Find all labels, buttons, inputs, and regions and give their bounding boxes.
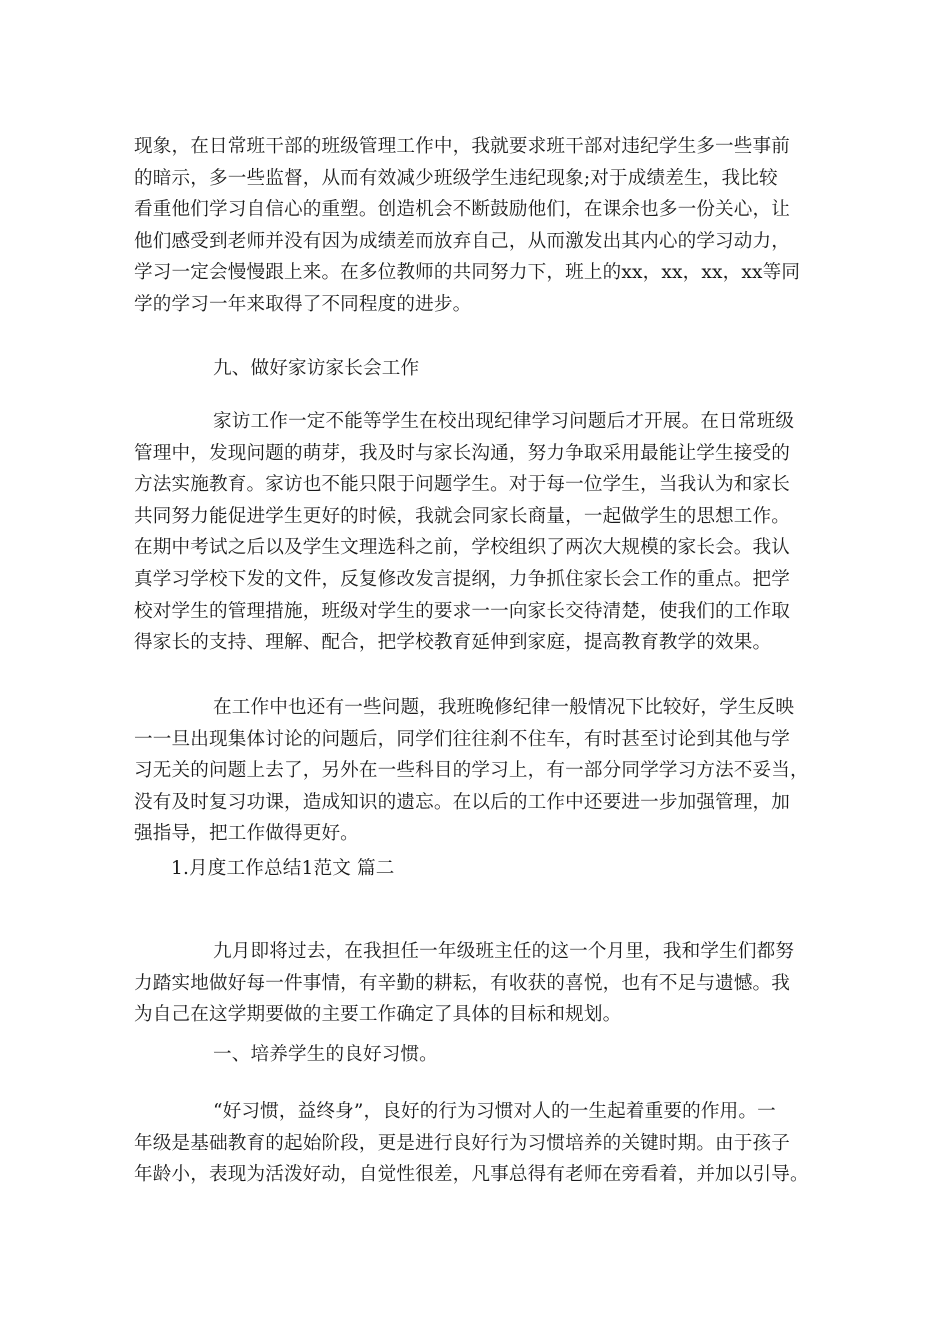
text-line: 为自己在这学期要做的主要工作确定了具体的目标和规划。 bbox=[134, 1004, 622, 1026]
heading-good-habits bbox=[134, 1039, 824, 1071]
text-line: 没有及时复习功课，造成知识的遗忘。在以后的工作中还要进一步加强管理，加 bbox=[134, 791, 791, 813]
section-heading: 一、培养学生的良好习惯。 bbox=[213, 1044, 438, 1065]
paragraph-september-intro bbox=[134, 936, 824, 1031]
text-line: 他们感受到老师并没有因为成绩差而放弃自己，从而激发出其内心的学习动力， bbox=[134, 230, 791, 252]
text-line: 年龄小，表现为活泼好动，自觉性很差，凡事总得有老师在旁看着，并加以引导。 bbox=[134, 1164, 809, 1186]
text-line: 一一旦出现集体讨论的问题后，同学们往往刹不住车，有时甚至讨论到其他与学 bbox=[134, 728, 791, 750]
text-line: 在工作中也还有一些问题，我班晚修纪律一般情况下比较好，学生反映 bbox=[213, 697, 795, 718]
text-line: 得家长的支持、理解、配合，把学校教育延伸到家庭，提高教育教学的效果。 bbox=[134, 632, 772, 654]
text-line: 管理中，发现问题的萌芽，我及时与家长沟通，努力争取采用最能让学生接受的 bbox=[134, 442, 791, 464]
paragraph-remaining-problems bbox=[134, 692, 824, 850]
paragraph-home-visits bbox=[134, 406, 824, 659]
text-line: 强指导，把工作做得更好。 bbox=[134, 823, 359, 845]
text-line: 现象，在日常班干部的班级管理工作中，我就要求班干部对违纪学生多一些事前 bbox=[134, 136, 791, 157]
text-line: 九月即将过去，在我担任一年级班主任的这一个月里，我和学生们都努 bbox=[213, 941, 795, 962]
text-line: 家访工作一定不能等学生在校出现纪律学习问题后才开展。在日常班级 bbox=[213, 411, 795, 432]
text-line: 学习一定会慢慢跟上来。在多位教师的共同努力下，班上的xx，xx，xx，xx等同 bbox=[134, 262, 801, 284]
text-line: 校对学生的管理措施，班级对学生的要求一一向家长交待清楚，使我们的工作取 bbox=[134, 600, 791, 622]
paragraph-good-habits bbox=[134, 1096, 824, 1191]
section-title: 1.月度工作总结1范文 篇二 bbox=[171, 858, 395, 879]
paragraph-discipline-and-weak-students bbox=[134, 131, 824, 321]
text-line: 真学习学校下发的文件，反复修改发言提纲，力争抓住家长会工作的重点。把学 bbox=[134, 568, 791, 590]
section-title-block bbox=[134, 853, 824, 885]
text-line: 看重他们学习自信心的重塑。创造机会不断鼓励他们，在课余也多一份关心，让 bbox=[134, 199, 791, 221]
text-line: 共同努力能促进学生更好的时候，我就会同家长商量，一起做学生的思想工作。 bbox=[134, 505, 791, 527]
text-line: 年级是基础教育的起始阶段，更是进行良好行为习惯培养的关键时期。由于孩子 bbox=[134, 1132, 791, 1154]
text-line: 的暗示，多一些监督，从而有效减少班级学生违纪现象;对于成绩差生，我比较 bbox=[134, 167, 778, 189]
section-heading: 九、做好家访家长会工作 bbox=[213, 358, 420, 379]
text-line: 习无关的问题上去了，另外在一些科目的学习上，有一部分同学学习方法不妥当， bbox=[134, 760, 809, 782]
text-line: 力踏实地做好每一件事情，有辛勤的耕耘，有收获的喜悦，也有不足与遗憾。我 bbox=[134, 972, 791, 994]
text-line: “好习惯，益终身”，良好的行为习惯对人的一生起着重要的作用。一 bbox=[213, 1101, 776, 1122]
heading-home-visits bbox=[134, 353, 824, 385]
text-line: 在期中考试之后以及学生文理选科之前，学校组织了两次大规模的家长会。我认 bbox=[134, 537, 791, 559]
text-line: 学的学习一年来取得了不同程度的进步。 bbox=[134, 293, 472, 315]
text-line: 方法实施教育。家访也不能只限于问题学生。对于每一位学生，当我认为和家长 bbox=[134, 474, 791, 496]
